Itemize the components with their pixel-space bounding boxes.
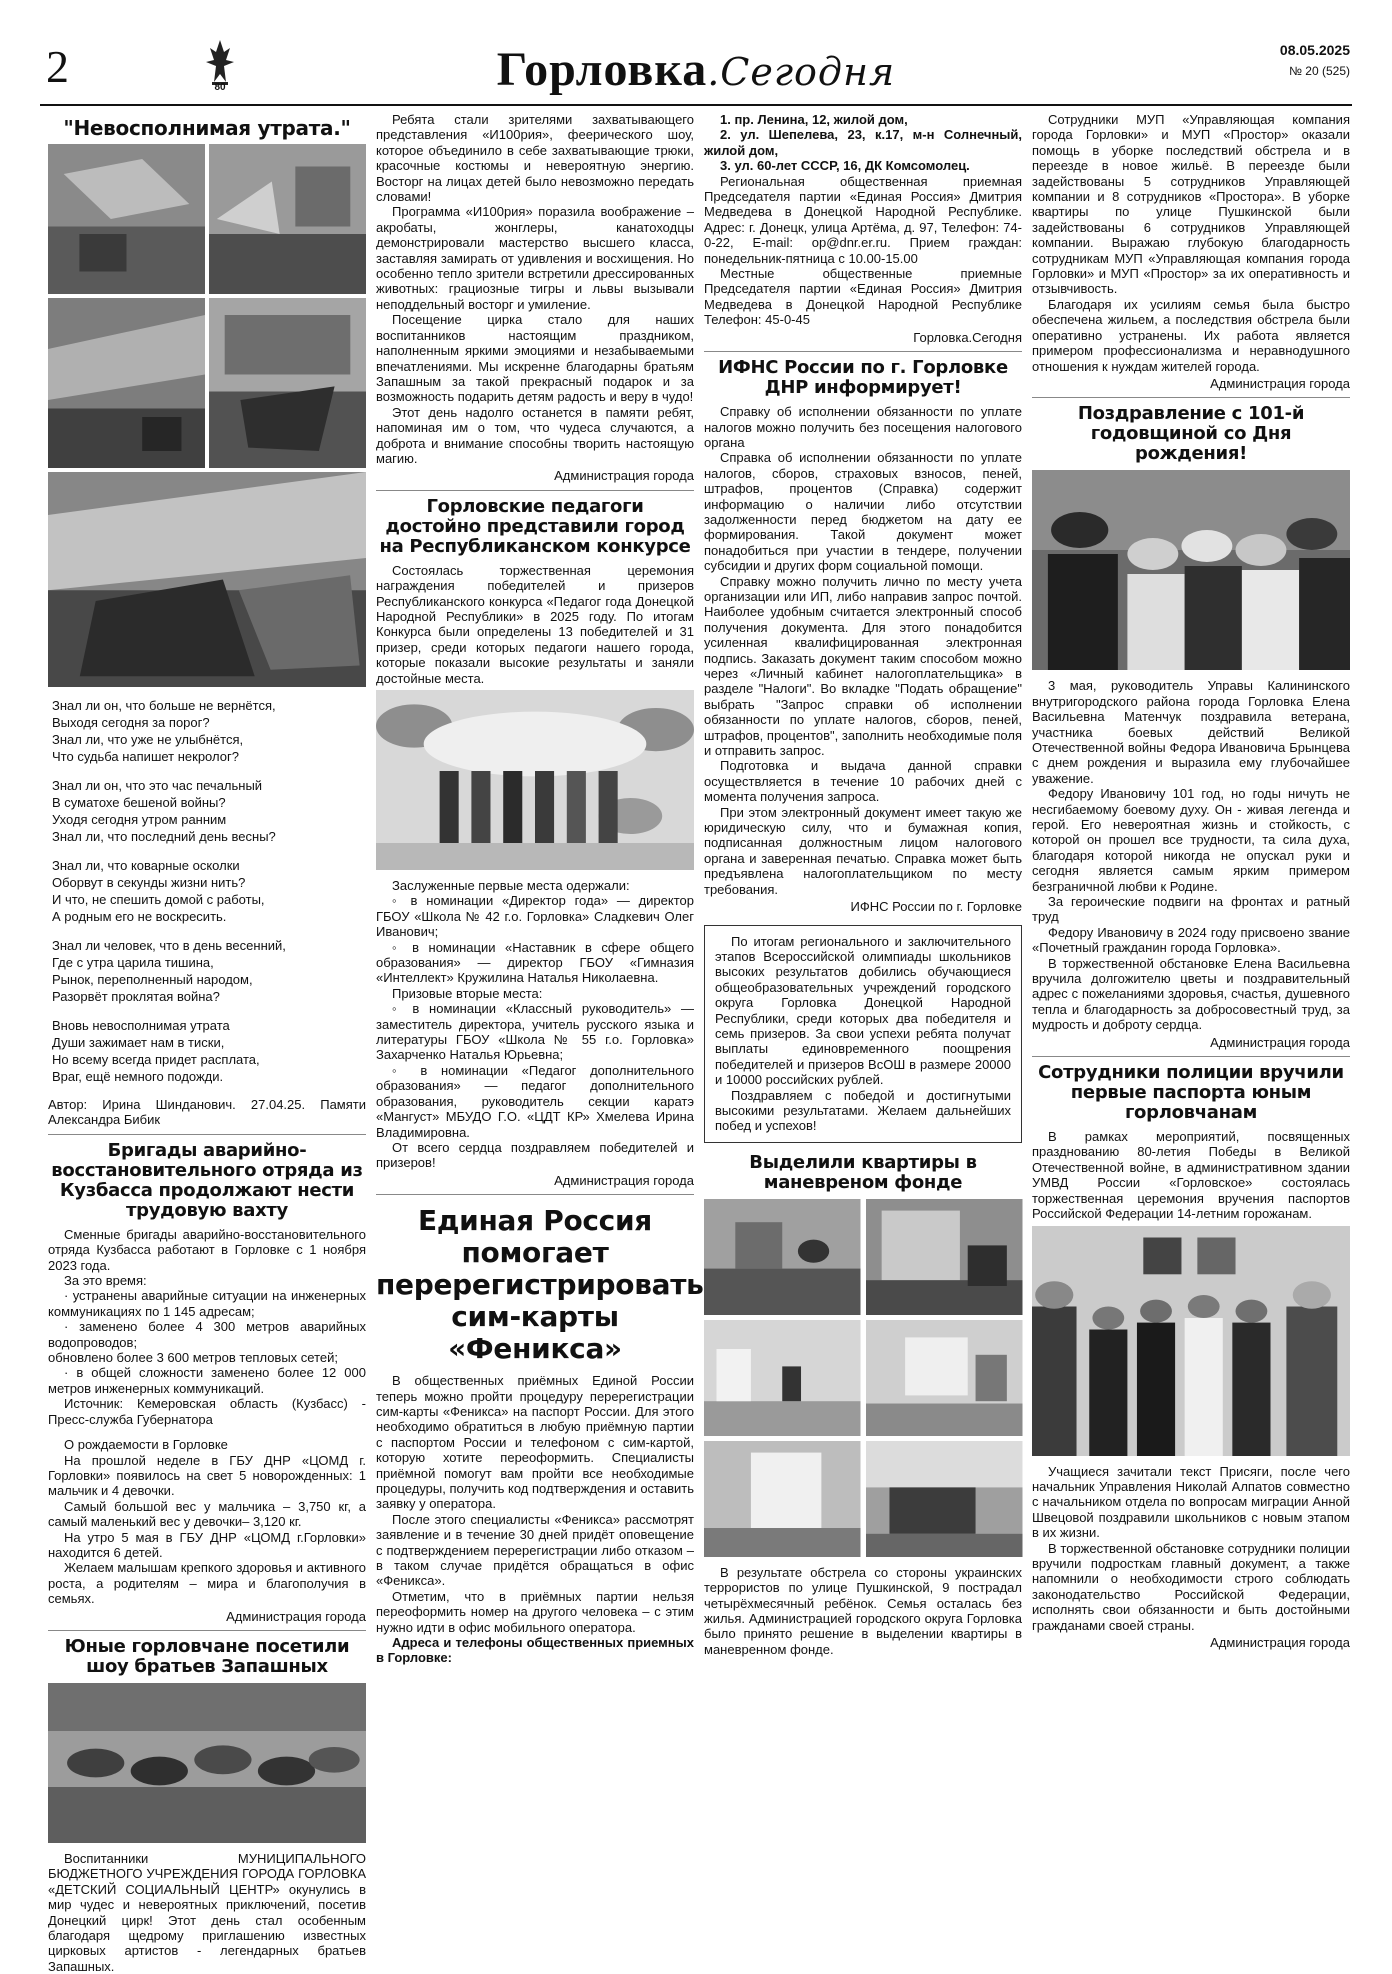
olympiad-box (704, 925, 1022, 1143)
paragraph: ◦ в номинации «Директор года» — директор ГБОУ «Школа № 42 г.о. Горловка» Сладкевич Олег Иванович; (376, 893, 694, 940)
emblem-label: 80 (214, 82, 226, 93)
paragraph: За это время: (64, 1273, 147, 1289)
poem-line: Разорвёт проклятая война? (52, 989, 220, 1004)
poem-line: И что, не спешить домой с работы, (52, 892, 265, 907)
paragraph: От всего сердца поздравляем победителей и призеров! (376, 1139, 694, 1171)
paragraph: Посещение цирка стало для наших воспитанников настоящим праздником, наполненным яркими эмоциями и незабываемыми впечатлениями. Мы искренне благодарны братьям Запашным за такой прекрасный подарок и за возможность подарить детям радость и веру в чудо! (376, 312, 694, 405)
paragraph: Программа «И100рия» поразила воображение – акробаты, жонглеры, канатоходцы демонстрировали мастерство высшего класса, заставляя замирать от удивления и восхищения. Но особенно тепло зрители встретили дрессированных животных: грациозные тигры и львы вызывали неподдельный восторг и умиление. (376, 204, 694, 312)
paragraph: Ребята стали зрителями захватывающего представления «И100рия», феерического шоу, которое объединило в себе захватывающие трюки, красочные костюмы и невероятную энергию. Восторг на лицах детей было невозможно передать словами! (376, 112, 694, 205)
paragraph: В результате обстрела со стороны украинских террористов по улице Пушкинской, 9 пострадал четырёхмесячный ребёнок. Семья осталась без жилья. Администрацией городского округа Горловка было принято решение в выделении квартиры в маневренном фонде. (704, 1564, 1022, 1657)
veteran-headline: Поздравление с 101-й годовщиной со Дня рождения! (1077, 403, 1305, 465)
flats-photo-3 (704, 1320, 861, 1436)
poem-line: Выходя сегодня за порог? (52, 715, 210, 730)
page-number: 2 (46, 41, 69, 92)
passport-ceremony-photo (1032, 1226, 1350, 1456)
paragraph: По итогам регионального и заключительного этапов Всероссийской олимпиады школьников высоких результатов добились обучающиеся общеобразовательных учреждений городского округа Горловка Донецкой Народной Республики, среди которых два победителя и семь призеров. За свои успехи ребята получат выплаты единовременного поощрения победителей и призеров ВсОШ в размере 20000 и 10000 российских рублей. (715, 933, 1011, 1088)
signature: Горловка.Сегодня (913, 329, 1022, 345)
poem-text (52, 697, 366, 1085)
paragraph: В рамках мероприятий, посвященных празднованию 80-летия Победы в Великой Отечественной войне, в административном здании УМВД России «Горловское» состоялась торжественная церемония вручения паспортов Российской Федерации 14-летним горожанам. (1032, 1129, 1350, 1222)
paragraph: Справку можно получить лично по месту учета организации или ИП, либо направив запрос почтой. Наиболее удобным считается электронный способ получения документа. Для этого понадобится усиленная квалифицированная электронная подпись. Заказать документ таким способом можно через «Личный кабинет налогоплательщика» в разделе "Налоги". Во вкладке "Подать обращение" выбрать "Запрос справки об исполнении обязанности по уплате налогов, сборов, пеней, штрафов, процентов", заполнить необходимые поля и отправить запрос. (704, 573, 1022, 759)
poem-line: Души зажимает нам в тиски, (52, 1035, 225, 1050)
poem-line: Оборвут в секунды жизни нить? (52, 875, 246, 890)
teachers-award-photo (376, 690, 694, 870)
paragraph: обновлено более 3 600 метров тепловых сетей; (48, 1350, 338, 1366)
issue-number: № 20 (525) (1289, 64, 1350, 78)
paragraph: Воспитанники МУНИЦИПАЛЬНОГО БЮДЖЕТНОГО УЧРЕЖДЕНИЯ ГОРОДА ГОРЛОВКА «ДЕТСКИЙ СОЦИАЛЬНЫЙ ЦЕНТР» окунулись в мир чудес и невероятных приключений, посетив Донецкий цирк! Этот день стал особенным благодаря щедрому приглашению известных цирковых артистов - легендарных братьев Запашных. (48, 1850, 366, 1974)
paragraph: После этого специалисты «Феникса» рассмотрят заявление и в течение 30 дней придёт оповещение с подтверждением перерегистрации либо отказом – в таком случае придётся обращаться в офис «Феникса». (376, 1511, 694, 1589)
column-2 (376, 112, 704, 1908)
signature: Администрация города (1210, 1034, 1350, 1050)
paragraph: Желаем малышам крепкого здоровья и активного роста, а родителям – мира и благополучия в семьях. (48, 1560, 366, 1607)
flats-photo-2 (866, 1199, 1023, 1315)
column-3 (704, 112, 1022, 1908)
paragraph: · заменено более 4 300 метров аварийных водопроводов; (48, 1319, 366, 1350)
paragraph: Местные общественные приемные Председателя партии «Единая Россия» Дмитрия Медведева в Донецкой Народной Республике Телефон: 45-0-45 (704, 266, 1022, 328)
flats-photo-grid (704, 1199, 1022, 1557)
paragraph: Благодаря их усилиям семья была быстро обеспечена жильем, а последствия обстрела были оперативно устранены. Их работа является примером профессионализма и неравнодушного отношения к нуждам жителей города. (1032, 296, 1350, 374)
paragraph: Сменные бригады аварийно-восстановительного отряда Кузбасса работают в Горловке с 1 ноября 2023 года. (48, 1226, 366, 1273)
paragraph: Этот день надолго останется в памяти ребят, напоминая им о том, что чудеса случаются, а доброта и внимание способны творить настоящую магию. (376, 404, 694, 466)
poem-line: Что судьба напишет некролог? (52, 749, 239, 764)
flats-headline: Выделили квартиры в маневреном фонде (749, 1151, 977, 1193)
sim-headline: Единая Россия помогает перерегистрировать сим-карты «Феникса» (376, 1204, 704, 1366)
flats-photo-6 (866, 1441, 1023, 1557)
signature: ИФНС России по г. Горловке (850, 899, 1022, 915)
paragraph: · в общей сложности заменено более 12 000 метров инженерных коммуникаций. (48, 1365, 366, 1396)
paragraph: ◦ в номинации «Классный руководитель» — заместитель директора, учитель русского языка и литературы ГБОУ «Школа № 55 г.о. Горловка» Захарченко Наталья Юрьевна; (376, 1001, 694, 1063)
paragraph: Подготовка и выдача данной справки осуществляется в течение 10 рабочих дней с момента получения запроса. (704, 758, 1022, 805)
poem-stanza (52, 697, 366, 765)
signature: Администрация города (554, 468, 694, 484)
paragraph: Отметим, что в приёмных партии нельзя переоформить номер на другого человека – с этим нужно идти в офис мобильного оператора. (376, 1588, 694, 1635)
market-damage-photo-2 (209, 144, 366, 294)
poem-stanza (52, 777, 366, 845)
tax-headline: ИФНС России по г. Горловке ДНР информирует! (718, 357, 1008, 399)
masthead (40, 34, 1352, 104)
poem-line: Знал ли он, что больше не вернётся, (52, 698, 276, 713)
poem-line: Знал ли человек, что в день весенний, (52, 938, 286, 953)
paragraph: Самый большой вес у мальчика – 3,750 кг, а самый маленький вес у девочки– 3,120 кг. (48, 1498, 366, 1530)
paragraph: 3. ул. 60-лет СССР, 16, ДК Комсомолец. (720, 158, 970, 174)
paragraph: Состоялась торжественная церемония награждения победителей и призеров Республиканского конкурса «Педагог года Донецкой Народной Республики» в 2025 году. По итогам Конкурса были определены 13 победителей и 31 призер, среди которых педагоги нашего города, которые показали высокие результаты и заняли достойные места. (376, 562, 694, 686)
poem-stanza (52, 857, 366, 925)
poem-line: Рынок, переполненный народом, (52, 972, 253, 987)
title-script: .Сегодня (707, 50, 896, 94)
poem-line: Но всему всегда придет расплата, (52, 1052, 260, 1067)
signature: Администрация города (554, 1172, 694, 1188)
paragraph: Адреса и телефоны общественных приемных в Горловке: (376, 1635, 694, 1666)
paragraph: На утро 5 мая в ГБУ ДНР «ЦОМД г.Горловки» находится 6 детей. (48, 1529, 366, 1560)
divider (1032, 1056, 1350, 1057)
paragraph: На прошлой неделе в ГБУ ДНР «ЦОМД г. Горловки» появилось на свет 5 новорожденных: 1 мальчик и 4 девочки. (48, 1452, 366, 1499)
paragraph: За героические подвиги на фронтах и ратный труд (1032, 894, 1350, 925)
paragraph: Справка об исполнении обязанности по уплате налогов, сборов, страховых взносов, пеней, штрафов, процентов (Справка) содержит информацию о наличии либо отсутствии задолженности перед бюджетом на дату ее формирования. Такой документ может понадобиться при участии в тендере, получении субсидии и других форм социальной помощи. (704, 450, 1022, 574)
circus-headline: Юные горловчане посетили шоу братьев Запашных (64, 1635, 350, 1677)
newspaper-title (40, 42, 1352, 97)
poem-line: В суматохе бешеной войны? (52, 795, 226, 810)
poem-stanza (52, 1017, 366, 1085)
market-damage-photo-3 (48, 298, 205, 468)
poem-line: Знал ли, что последний день весны? (52, 829, 276, 844)
divider (376, 490, 694, 491)
market-damage-photo-1 (48, 144, 205, 294)
paragraph: ◦ в номинации «Наставник в сфере общего образования» — директор ГБОУ «Гимназия «Интеллект» Кружилина Наталья Николаевна. (376, 939, 694, 986)
kuzbass-headline: Бригады аварийно-восстановительного отряда из Кузбасса продолжают нести трудовую вахту (51, 1139, 363, 1221)
column-1 (48, 112, 366, 1974)
paragraph: Заслуженные первые места одержали: (392, 878, 630, 893)
teachers-headline: Горловские педагоги достойно представили город на Республиканском конкурсе (379, 495, 691, 557)
passports-headline: Сотрудники полиции вручили первые паспорта юным горловчанам (1038, 1062, 1344, 1124)
divider (1032, 397, 1350, 398)
flats-photo-5 (704, 1441, 861, 1557)
paragraph: В торжественной обстановке сотрудники полиции вручили подросткам главный документ, а также напомнили о необходимости строго соблюдать законодательство Российской Федерации, исполнять свои обязанности и быть достойными гражданами своей страны. (1032, 1540, 1350, 1633)
divider (48, 1134, 366, 1135)
paragraph: Сотрудники МУП «Управляющая компания города Горловки» и МУП «Простор» оказали помощь в уборке последствий обстрела и в переезде в новое жильё. В переезде были задействованы 5 сотрудников Управляющей компании и 8 сотрудников «Простора». В уборке квартиры по улице Пушкинской были задействованы 6 сотрудников Управляющей компании. Выражаю глубокую благодарность сотрудникам МУП «Управляющая компания города Горловки» и МУП «Простор» за их оперативность и отзывчивость. (1032, 112, 1350, 297)
divider (376, 1194, 694, 1195)
market-damage-photo-5 (48, 472, 366, 687)
poem-line: Вновь невосполнимая утрата (52, 1018, 230, 1033)
paragraph: 3 мая, руководитель Управы Калининского внутригородского района города Горловка Елена Васильевна Матенчук поздравила ветерана, участника боевых действий Великой Отечественной войны Федора Ивановича Брынцева с днем рождения и выразила ему глубочайшее уважение. (1032, 678, 1350, 786)
flats-photo-4 (866, 1320, 1023, 1436)
poem-stanza (52, 937, 366, 1005)
paragraph: · устранены аварийные ситуации на инженерных коммуникациях по 1 145 адресам; (48, 1288, 366, 1319)
issue-date: 08.05.2025 (1279, 42, 1350, 58)
paragraph: Поздравляем с победой и достигнутыми высокими результатами. Желаем дальнейших побед и успехов! (715, 1087, 1011, 1134)
paragraph: Справку об исполнении обязанности по уплате налогов можно получить без посещения налогового органа (704, 404, 1022, 450)
divider (704, 351, 1022, 352)
divider (48, 1630, 366, 1631)
poem-line: Враг, ещё немного подожди. (52, 1069, 224, 1084)
poem-headline: "Невосполнимая утрата." (63, 116, 351, 140)
poem-line: Уходя сегодня утром ранним (52, 812, 227, 827)
paragraph: Источник: Кемеровская область (Кузбасс) - Пресс-служба Губернатора (48, 1396, 366, 1427)
signature: Администрация города (1210, 1634, 1350, 1650)
poem-line: А родным его не воскресить. (52, 909, 227, 924)
paragraph: Призовые вторые места: (392, 985, 543, 1001)
column-4 (1032, 112, 1350, 1908)
circus-children-photo (48, 1683, 366, 1843)
paragraph: 1. пр. Ленина, 12, жилой дом, (720, 112, 908, 127)
signature: Администрация города (1210, 375, 1350, 391)
title-main: Горловка (496, 43, 708, 96)
poem-line: Где с утра царила тишина, (52, 955, 214, 970)
paragraph: Учащиеся зачитали текст Присяги, после чего начальник Управления Николай Алпатов совместно с начальником отдела по вопросам миграции Анной Швецовой поздравили школьников с новым этапом в их жизни. (1032, 1463, 1350, 1541)
poem-author: Автор: Ирина Шинданович. 27.04.25. Памяти Александра Бибик (48, 1097, 366, 1128)
poem-line: Знал ли, что уже не улыбнётся, (52, 732, 244, 747)
paragraph: ◦ в номинации «Педагог дополнительного образования» — педагог дополнительного образования, руководитель секции каратэ «Мангуст» МБУДО Г.О. «ЦДТ КР» Хмелева Ирина Владимировна. (376, 1062, 694, 1140)
paragraph: При этом электронный документ имеет такую же юридическую силу, что и бумажная копия, подписанная должностным лицом налогового органа и заверенная печатью. Справка может быть предъявлена налогоплательщиком по месту требования. (704, 804, 1022, 897)
paragraph: Федору Ивановичу 101 год, но годы ничуть не несгибаемому боевому духу. Он - живая легенда и герой. Его невероятная жизнь и стойкость, с которой он прошел все трудности, та сила духа, благодаря которой никогда не опускал руки и сегодня является самым ярким примером безграничной любви к Родине. (1032, 786, 1350, 894)
paragraph: В общественных приёмных Единой России теперь можно пройти процедуру перерегистрации сим-карты «Феникса» на паспорт России. Для этого необходимо обратиться в любую приёмную партии с паспортом России и телефоном с сим-картой, которую хотите переоформить. Специалисты приёмной помогут вам пройти все необходимые процедуры, получить код подтверждения и оставить заявку у оператора. (376, 1373, 694, 1512)
paragraph: Региональная общественная приемная Председателя партии «Единая Россия» Дмитрия Медведева в Донецкой Народной Республике. Адрес: г. Донецк, улица Артёма, д. 97, Телефон: 74-0-22, E-mail: op@dnr.er.ru. Прием граждан: понедельник-пятница с 10.00-15.00 (704, 173, 1022, 266)
masthead-rule (40, 104, 1352, 106)
poem-line: Знал ли, что коварные осколки (52, 858, 240, 873)
market-damage-photo-4 (209, 298, 366, 468)
paragraph: О рождаемости в Горловке (64, 1437, 228, 1453)
signature: Администрация города (226, 1608, 366, 1624)
paragraph: В торжественной обстановке Елена Васильевна вручила долгожителю цветы и поздравительный адрес с пожеланиями здоровья, счастья, душевного тепла и благодарность за добросовестный труд, за мудрость и доброту сердца. (1032, 955, 1350, 1033)
flats-photo-1 (704, 1199, 861, 1315)
paragraph: Федору Ивановичу в 2024 году присвоено звание «Почетный гражданин города Горловка». (1032, 924, 1350, 956)
paragraph: 2. ул. Шепелева, 23, к.17, м-н Солнечный, жилой дом, (704, 127, 1022, 158)
veteran-birthday-photo (1032, 470, 1350, 670)
poem-line: Знал ли он, что это час печальный (52, 778, 263, 793)
